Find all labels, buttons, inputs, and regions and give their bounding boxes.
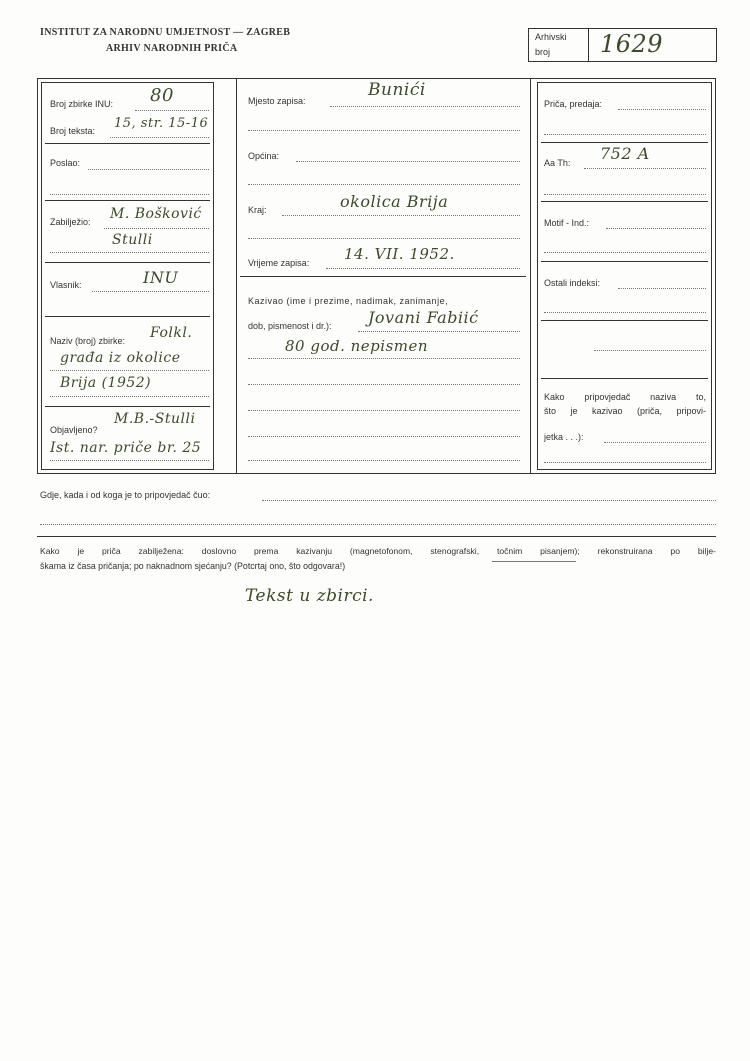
right-rule-2 <box>541 201 708 202</box>
broj-zbirke-line <box>135 110 209 111</box>
naziv-value-1: Folkl. <box>150 325 193 341</box>
objavljeno-value-2: Ist. nar. priče br. 25 <box>50 440 202 456</box>
naziv-line-3 <box>50 396 209 397</box>
right-rule-5 <box>541 378 708 379</box>
kazivao-line-4 <box>248 410 520 411</box>
poslao-line-2 <box>50 194 209 195</box>
objavljeno-value-1: M.B.-Stulli <box>114 411 196 427</box>
prica-line-2 <box>544 134 706 135</box>
kako-label-3: jetka . . .): <box>544 432 584 442</box>
mjesto-line-2 <box>248 130 520 131</box>
left-rule-5 <box>45 406 210 407</box>
kako-line <box>604 442 706 443</box>
ostali-line <box>618 288 706 289</box>
vrijeme-line <box>326 268 520 269</box>
naziv-label: Naziv (broj) zbirke: <box>50 336 126 346</box>
zabiljezio-line-2 <box>50 252 209 253</box>
naziv-value-2: građa iz okolice <box>60 350 181 366</box>
mjesto-value: Bunići <box>368 80 426 100</box>
zabiljezio-value-2: Stulli <box>112 232 153 248</box>
gdje-line-2 <box>40 524 716 525</box>
kazivao-label-2: dob, pismenost i dr.): <box>248 321 332 331</box>
right-rule-1 <box>541 142 708 143</box>
vlasnik-label: Vlasnik: <box>50 280 82 290</box>
archive-box-divider <box>588 28 589 62</box>
mjesto-line <box>330 106 520 107</box>
broj-teksta-label: Broj teksta: <box>50 126 96 136</box>
kazivao-line-3 <box>248 384 520 385</box>
motif-line <box>606 228 706 229</box>
right-rule-3 <box>541 261 708 262</box>
kako-label-2: što je kazivao (priča, pripovi- <box>544 406 706 416</box>
archive-number: 1629 <box>600 30 664 58</box>
ostali-line-2 <box>544 312 706 313</box>
prica-label: Priča, predaja: <box>544 99 603 109</box>
objavljeno-label: Objavljeno? <box>50 425 98 435</box>
tekst-u-zbirci-note: Tekst u zbirci. <box>245 586 374 606</box>
motif-line-2 <box>544 252 706 253</box>
ostali-label: Ostali indeksi: <box>544 278 601 288</box>
prica-line <box>618 109 706 110</box>
kazivao-value-1: Jovani Fabiić <box>368 308 479 327</box>
kako-zabiljezena-line-2: škama iz časa pričanja; po naknadnom sjećanju? (Potcrtaj ono, što odgovara!) <box>40 561 346 571</box>
kazivao-value-2: 80 god. nepismen <box>285 337 429 355</box>
zabiljezio-line <box>104 228 209 229</box>
aath-value: 752 A <box>600 144 650 163</box>
kako-line-2 <box>544 462 706 463</box>
broj-zbirke-value: 80 <box>150 85 174 106</box>
opcina-line <box>296 161 520 162</box>
kraj-line <box>282 215 520 216</box>
opcina-line-2 <box>248 184 520 185</box>
aath-line-2 <box>544 194 706 195</box>
kazivao-line-6 <box>248 460 520 461</box>
archive-label-1: Arhivski <box>535 32 567 42</box>
vlasnik-line <box>92 291 209 292</box>
naziv-value-3: Brija (1952) <box>60 375 152 391</box>
poslao-label: Poslao: <box>50 158 81 168</box>
broj-teksta-line <box>110 137 209 138</box>
mjesto-label: Mjesto zapisa: <box>248 96 306 106</box>
column-divider-right <box>530 78 531 474</box>
broj-teksta-value: 15, str. 15-16 <box>114 116 209 131</box>
naziv-line-2 <box>50 370 209 371</box>
vlasnik-value: INU <box>143 268 179 287</box>
left-rule-3 <box>45 262 210 263</box>
zabiljezio-label: Zabilježio: <box>50 217 91 227</box>
aath-line <box>584 168 706 169</box>
gdje-line <box>262 500 716 501</box>
opcina-label: Općina: <box>248 151 280 161</box>
archive-header: ARHIV NARODNIH PRIČA <box>106 43 238 54</box>
left-rule-2 <box>45 200 210 201</box>
gdje-label: Gdje, kada i od koga je to pripovjedač čuo: <box>40 490 211 500</box>
left-rule-1 <box>45 143 210 144</box>
kazivao-line-5 <box>248 436 520 437</box>
poslao-line <box>88 169 209 170</box>
kako-zabiljezena-line-1: Kako je priča zabilježena: doslovno prema kazivanju (magnetofonom, stenografski, točnim pisanjem); rekonstruirana po bilje- <box>40 546 716 556</box>
ostali-line-3 <box>594 350 706 351</box>
archive-label-2: broj <box>535 47 551 57</box>
kazivao-line-1 <box>358 331 520 332</box>
motif-label: Motif - Ind.: <box>544 218 590 228</box>
column-divider-left <box>236 78 237 474</box>
broj-zbirke-label: Broj zbirke INU: <box>50 99 114 109</box>
objavljeno-line-2 <box>50 460 209 461</box>
left-rule-4 <box>45 316 210 317</box>
kraj-line-2 <box>248 238 520 239</box>
middle-rule <box>240 276 526 277</box>
institute-header: INSTITUT ZA NARODNU UMJETNOST — ZAGREB <box>40 27 291 38</box>
kraj-label: Kraj: <box>248 205 267 215</box>
kazivao-label-1: Kazivao (ime i prezime, nadimak, zanimanje, <box>248 296 449 306</box>
bottom-rule <box>37 536 716 537</box>
vrijeme-label: Vrijeme zapisa: <box>248 258 310 268</box>
kako-label-1: Kako pripovjedač naziva to, <box>544 392 706 402</box>
tocnim-pisanjem-underline <box>492 561 576 562</box>
vrijeme-value: 14. VII. 1952. <box>344 245 455 263</box>
kraj-value: okolica Brija <box>340 192 449 211</box>
kazivao-line-2 <box>248 358 520 359</box>
right-rule-4 <box>541 320 708 321</box>
aath-label: Aa Th: <box>544 158 571 168</box>
zabiljezio-value-1: M. Bošković <box>110 206 202 222</box>
